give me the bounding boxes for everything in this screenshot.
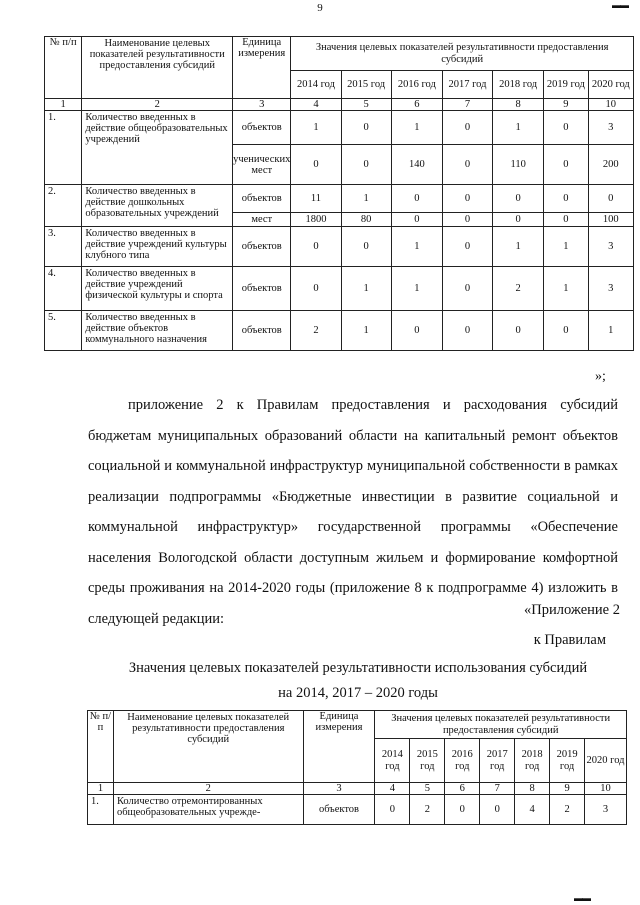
table-row	[45, 227, 634, 267]
header-name: Наименование целевых показателей результативности предоставления субсидий	[82, 37, 233, 99]
value-cell: 0	[291, 267, 341, 311]
table2-heading-line2: на 2014, 2017 – 2020 годы	[278, 685, 438, 701]
value-cell: 0	[442, 227, 492, 267]
value-cell: 1	[391, 227, 442, 267]
value-cell: 0	[442, 145, 492, 185]
indicator-name: Количество введенных в действие общеобразовательных учреждений	[82, 111, 233, 185]
indicator-name: Количество введенных в действие учреждений культуры клубного типа	[82, 227, 233, 267]
table-row	[88, 795, 627, 825]
table-row	[45, 111, 634, 145]
value-cell: 3	[588, 227, 633, 267]
value-cell: 11	[291, 185, 341, 213]
year-header: 2016 год	[391, 71, 442, 99]
unit-cell: объектов	[233, 267, 291, 311]
value-cell: 0	[544, 111, 588, 145]
value-cell: 3	[588, 267, 633, 311]
value-cell: 1	[544, 227, 588, 267]
year-header: 2018 год	[515, 739, 550, 783]
year-header: 2017 год	[480, 739, 515, 783]
year-header: 2014 год	[375, 739, 410, 783]
header-unit: Единица измерения	[303, 711, 375, 783]
value-cell: 0	[291, 145, 341, 185]
value-cell: 110	[493, 145, 544, 185]
row-number: 3.	[45, 227, 82, 267]
value-cell: 0	[493, 311, 544, 351]
value-cell: 0	[493, 213, 544, 227]
value-cell: 0	[391, 311, 442, 351]
row-number: 4.	[45, 267, 82, 311]
value-cell: 0	[442, 111, 492, 145]
header-no: № п/п	[88, 711, 114, 783]
column-number: 7	[480, 783, 515, 795]
unit-cell: мест	[233, 213, 291, 227]
value-cell: 2	[550, 795, 585, 825]
value-cell: 4	[515, 795, 550, 825]
column-number: 4	[375, 783, 410, 795]
table2-heading-line1: Значения целевых показателей результативности использования субсидий	[128, 660, 588, 676]
value-cell: 1	[341, 267, 391, 311]
appendix-label-line1: «Приложение 2	[524, 602, 620, 618]
unit-cell: объектов	[233, 227, 291, 267]
value-cell: 0	[544, 185, 588, 213]
column-number: 2	[113, 783, 303, 795]
value-cell: 3	[588, 111, 633, 145]
appendix-label-line2: к Правилам	[533, 632, 606, 648]
closing-quote: »;	[595, 369, 606, 384]
indicator-name: Количество отремонтированных общеобразовательных учрежде-	[113, 795, 303, 825]
value-cell: 1	[341, 311, 391, 351]
value-cell: 0	[341, 227, 391, 267]
value-cell: 0	[442, 267, 492, 311]
value-cell: 2	[410, 795, 445, 825]
unit-cell: объектов	[303, 795, 375, 825]
value-cell: 1	[493, 111, 544, 145]
column-number: 8	[515, 783, 550, 795]
corner-mark-bottom: ▬▬	[574, 893, 590, 903]
value-cell: 0	[544, 213, 588, 227]
column-number: 7	[442, 99, 492, 111]
value-cell: 2	[493, 267, 544, 311]
year-header: 2018 год	[493, 71, 544, 99]
value-cell: 1800	[291, 213, 341, 227]
value-cell: 80	[341, 213, 391, 227]
unit-cell: объектов	[233, 311, 291, 351]
unit-cell: ученических мест	[233, 145, 291, 185]
unit-cell: объектов	[233, 185, 291, 213]
indicator-name: Количество введенных в действие дошкольных образовательных учреждений	[82, 185, 233, 227]
column-number: 1	[88, 783, 114, 795]
value-cell: 0	[544, 311, 588, 351]
value-cell: 1	[493, 227, 544, 267]
paragraph-text: приложение 2 к Правилам предоставления и расходования субсидий бюджетам муниципальных образований области на капитальный ремонт объектов социальной и коммунальной инфраструктур муниципальной собственности в рамках реализации подпрограммы «Бюджетные инвестиции в развитие социальной и коммунальной инфраструктур» государственной программы «Обеспечение населения Вологодской области доступным жильем и формирование комфортной среды проживания на 2014-2020 годы (приложение 8 к подпрограмме 4) изложить в следующей редакции:	[88, 397, 618, 627]
value-cell: 200	[588, 145, 633, 185]
targets-table-1	[44, 36, 634, 351]
year-header: 2019 год	[550, 739, 585, 783]
value-cell: 0	[442, 185, 492, 213]
year-header: 2016 год	[445, 739, 480, 783]
value-cell: 3	[585, 795, 627, 825]
column-number: 3	[233, 99, 291, 111]
column-number: 6	[445, 783, 480, 795]
header-no: № п/п	[45, 37, 82, 99]
value-cell: 0	[391, 185, 442, 213]
value-cell: 0	[493, 185, 544, 213]
value-cell: 0	[341, 111, 391, 145]
row-number: 1.	[45, 111, 82, 185]
value-cell: 1	[588, 311, 633, 351]
value-cell: 100	[588, 213, 633, 227]
column-number: 10	[588, 99, 633, 111]
value-cell: 0	[291, 227, 341, 267]
value-cell: 1	[391, 111, 442, 145]
table-row	[45, 185, 634, 213]
header-values-title: Значения целевых показателей результативности предоставления субсидий	[291, 37, 634, 71]
column-number: 6	[391, 99, 442, 111]
year-header: 2014 год	[291, 71, 341, 99]
value-cell: 1	[544, 267, 588, 311]
year-header: 2019 год	[544, 71, 588, 99]
indicator-name: Количество введенных в действие учреждений физической культуры и спорта	[82, 267, 233, 311]
value-cell: 0	[442, 213, 492, 227]
column-number: 10	[585, 783, 627, 795]
corner-mark: ▬▬	[612, 0, 628, 10]
row-number: 5.	[45, 311, 82, 351]
row-number: 1.	[88, 795, 114, 825]
header-values-title: Значения целевых показателей результативности предоставления субсидий	[375, 711, 627, 739]
column-number: 3	[303, 783, 375, 795]
value-cell: 0	[588, 185, 633, 213]
column-number: 5	[341, 99, 391, 111]
targets-table-2	[87, 710, 627, 825]
value-cell: 0	[544, 145, 588, 185]
year-header: 2020 год	[588, 71, 633, 99]
value-cell: 0	[341, 145, 391, 185]
year-header: 2015 год	[341, 71, 391, 99]
value-cell: 140	[391, 145, 442, 185]
column-number: 8	[493, 99, 544, 111]
value-cell: 0	[391, 213, 442, 227]
unit-cell: объектов	[233, 111, 291, 145]
value-cell: 0	[442, 311, 492, 351]
column-number: 1	[45, 99, 82, 111]
amendment-paragraph	[88, 390, 618, 634]
table-row	[45, 267, 634, 311]
header-name: Наименование целевых показателей результативности предоставления субсидий	[113, 711, 303, 783]
value-cell: 1	[291, 111, 341, 145]
column-number: 2	[82, 99, 233, 111]
value-cell: 1	[341, 185, 391, 213]
value-cell: 0	[445, 795, 480, 825]
table-row	[45, 311, 634, 351]
year-header: 2020 год	[585, 739, 627, 783]
indicator-name: Количество введенных в действие объектов коммунального назначения	[82, 311, 233, 351]
value-cell: 0	[480, 795, 515, 825]
value-cell: 1	[391, 267, 442, 311]
column-number: 5	[410, 783, 445, 795]
year-header: 2017 год	[442, 71, 492, 99]
page-number: 9	[317, 2, 323, 14]
header-unit: Единица измерения	[233, 37, 291, 99]
column-number: 9	[544, 99, 588, 111]
column-number: 9	[550, 783, 585, 795]
year-header: 2015 год	[410, 739, 445, 783]
value-cell: 0	[375, 795, 410, 825]
row-number: 2.	[45, 185, 82, 227]
value-cell: 2	[291, 311, 341, 351]
column-number: 4	[291, 99, 341, 111]
